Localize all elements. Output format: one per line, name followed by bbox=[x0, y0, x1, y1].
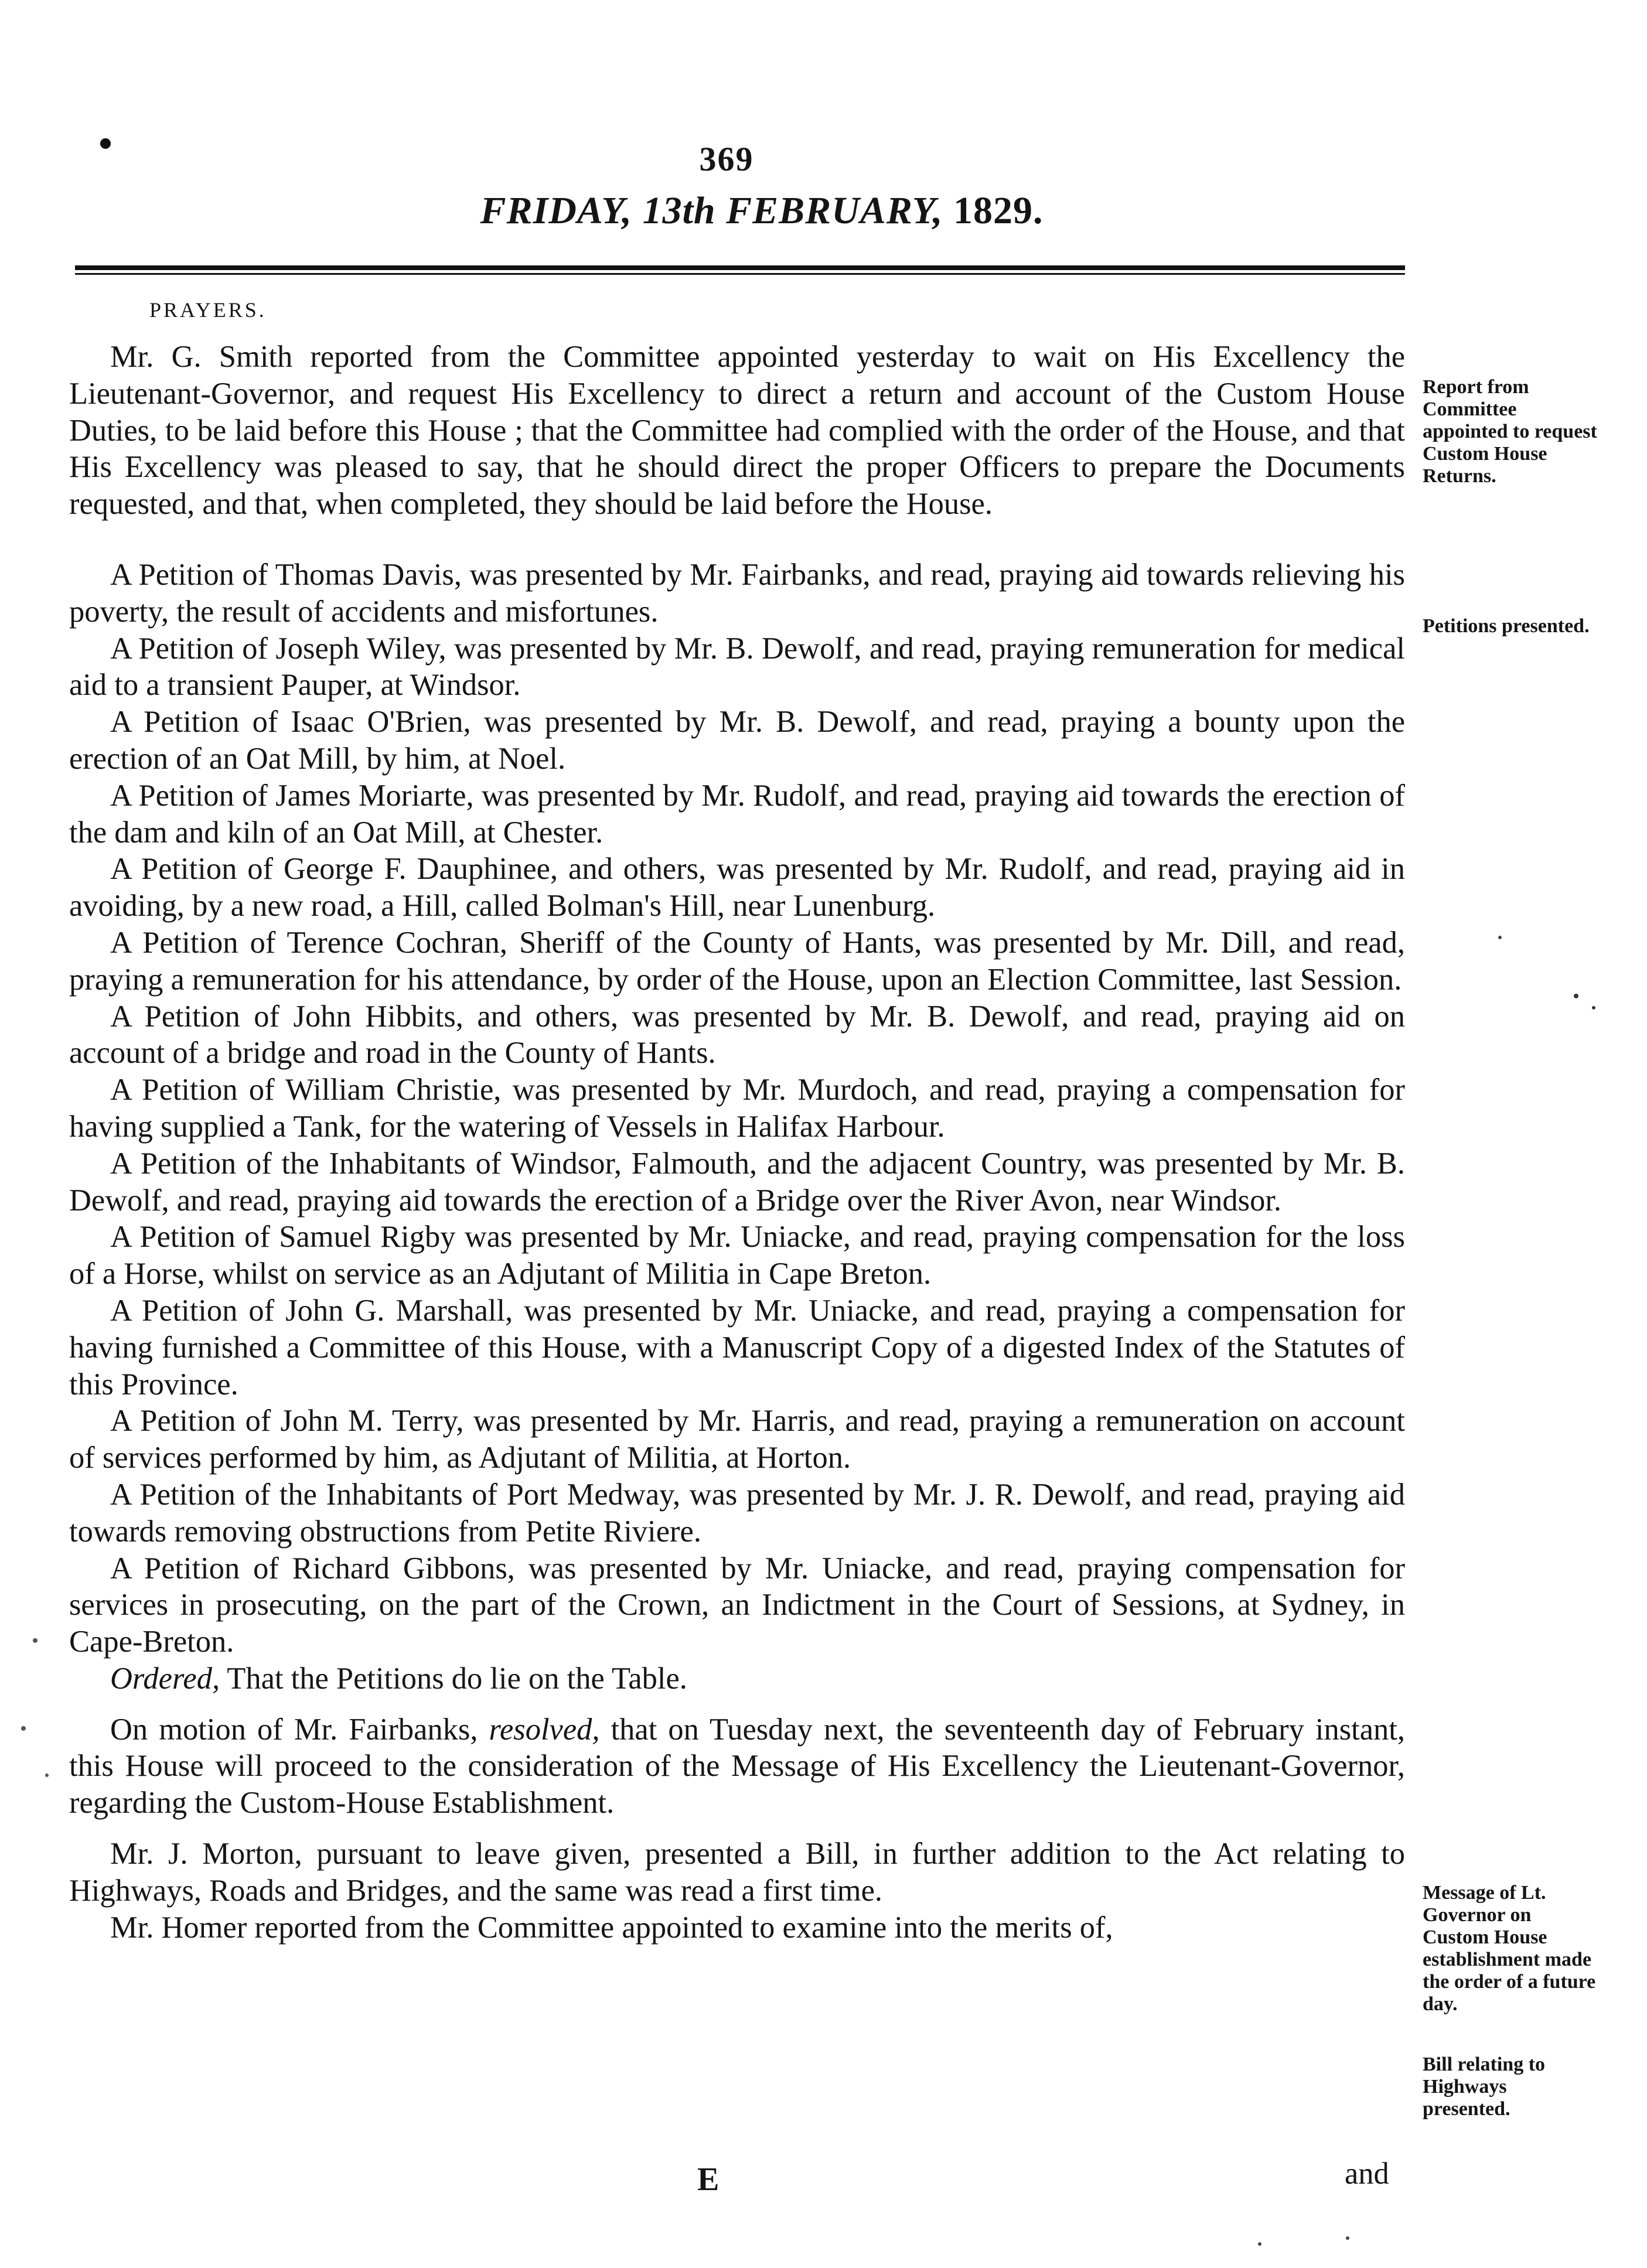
margin-note-report: Report from Committee appointed to request Custom House Returns. bbox=[1423, 376, 1597, 487]
petition-paragraph: A Petition of James Moriarte, was presented by Mr. Rudolf, and read, praying aid towards the erection of the dam and kiln of an Oat Mill, at Chester. bbox=[69, 778, 1405, 850]
signature-mark: E bbox=[697, 2161, 720, 2198]
petition-paragraph: A Petition of John M. Terry, was presented by Mr. Harris, and read, praying a remuneration on account of services performed by him, as Adjutant of Militia, at Horton. bbox=[69, 1404, 1405, 1475]
margin-note-message: Message of Lt. Governor on Custom House establishment made the order of a future day. bbox=[1423, 1882, 1596, 2015]
petition-paragraph: A Petition of Isaac O'Brien, was presented by Mr. B. Dewolf, and read, praying a bounty upon the erection of an Oat Mill, by him, at Noel. bbox=[69, 705, 1405, 776]
title-day: FRIDAY, bbox=[480, 189, 633, 232]
bill-paragraph: Mr. J. Morton, pursuant to leave given, presented a Bill, in further addition to the Act relating to Highways, Roads and Bridges, and the same was read a first time. bbox=[69, 1837, 1405, 1908]
margin-note-bill: Bill relating to Highways presented. bbox=[1423, 2054, 1546, 2120]
page-number: 369 bbox=[699, 140, 754, 178]
margin-note-petitions: Petitions presented. bbox=[1423, 615, 1590, 637]
catchword: and bbox=[1345, 2157, 1389, 2191]
ordered-text: That the Petitions do lie on the Table. bbox=[220, 1661, 687, 1696]
motion-after: that on Tuesday next, the seventeenth day of February instant, this House will proceed to the consideration of the Message of His Excellency the Lieutenant-Governor, regarding the Custom-House Establishment. bbox=[69, 1712, 1405, 1820]
petition-paragraph: A Petition of William Christie, was presented by Mr. Murdoch, and read, praying a compensation for having supplied a Tank, for the watering of Vessels in Halifax Harbour. bbox=[69, 1073, 1405, 1144]
petition-paragraph: A Petition of the Inhabitants of Port Medway, was presented by Mr. J. R. Dewolf, and read, praying aid towards removing obstructions from Petite Riviere. bbox=[69, 1477, 1405, 1549]
petition-paragraph: A Petition of Samuel Rigby was presented by Mr. Uniacke, and read, praying compensation for the loss of a Horse, whilst on service as an Adjutant of Militia in Cape Breton. bbox=[69, 1220, 1405, 1291]
ordered-word: Ordered, bbox=[110, 1661, 220, 1696]
petition-paragraph: A Petition of John Hibbits, and others, was presented by Mr. B. Dewolf, and read, praying aid on account of a bridge and road in the County of Hants. bbox=[69, 999, 1405, 1070]
petition-paragraph: A Petition of the Inhabitants of Windsor, Falmouth, and the adjacent Country, was presented by Mr. B. Dewolf, and read, praying aid towards the erection of a Bridge over the River Avon, near Windsor. bbox=[69, 1146, 1405, 1217]
petition-paragraph: A Petition of Terence Cochran, Sheriff of the County of Hants, was presented by Mr. Dill, and read, praying a remuneration for his attendance, by order of the House, upon an Election Committee, last Session. bbox=[69, 925, 1405, 997]
report-paragraph-continued: Mr. Homer reported from the Committee appointed to examine into the merits of, bbox=[110, 1910, 1113, 1945]
petition-paragraph: A Petition of Thomas Davis, was presented by Mr. Fairbanks, and read, praying aid towards relieving his poverty, the result of accidents and misfortunes. bbox=[69, 557, 1405, 629]
prayers-heading: PRAYERS. bbox=[149, 298, 267, 322]
title-year: 1829. bbox=[953, 189, 1044, 232]
motion-resolved: resolved, bbox=[489, 1712, 600, 1747]
motion-before: On motion of Mr. Fairbanks, bbox=[110, 1712, 489, 1747]
petition-paragraph: A Petition of Richard Gibbons, was presented by Mr. Uniacke, and read, praying compensation for services in prosecuting, on the part of the Crown, an Indictment in the Court of Sessions, at Sydney, in Cape-Breton. bbox=[69, 1551, 1405, 1659]
petition-paragraph: A Petition of Joseph Wiley, was presented by Mr. B. Dewolf, and read, praying remuneration for medical aid to a transient Pauper, at Windsor. bbox=[69, 631, 1405, 702]
petition-paragraph: A Petition of George F. Dauphinee, and others, was presented by Mr. Rudolf, and read, praying aid in avoiding, by a new road, a Hill, called Bolman's Hill, near Lunenburg. bbox=[69, 852, 1405, 923]
title-date: 13th FEBRUARY, bbox=[642, 189, 943, 232]
report-paragraph: Mr. G. Smith reported from the Committee appointed yesterday to wait on His Excellency the Lieutenant-Governor, and request His Excellency to direct a return and account of the Custom House Duties, to be laid before this House ; that the Committee had complied with the order of the House, and that His Excellency was pleased to say, that he should direct the proper Officers to prepare the Documents requested, and that, when completed, they should be laid before the House. bbox=[69, 340, 1405, 521]
petition-paragraph: A Petition of John G. Marshall, was presented by Mr. Uniacke, and read, praying a compensation for having furnished a Committee of this House, with a Manuscript Copy of a digested Index of the Statutes of this Province. bbox=[69, 1293, 1405, 1401]
